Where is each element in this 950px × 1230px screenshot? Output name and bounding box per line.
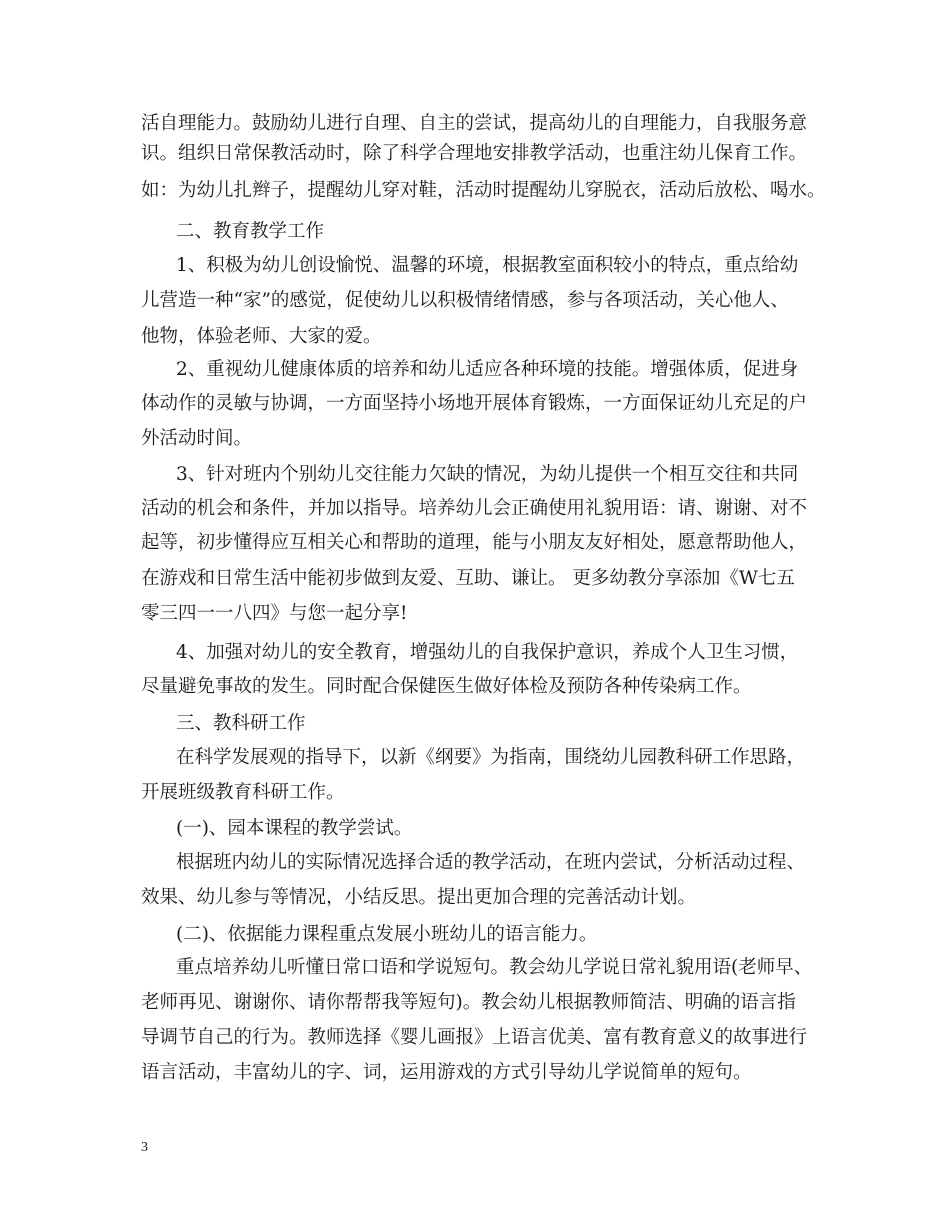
text-line: 尽量避免事故的发生。同时配合保健医生做好体检及预防各种传染病工作。 <box>141 676 752 697</box>
text-line: 3、针对班内个别幼儿交往能力欠缺的情况，为幼儿提供一个相互交往和共同 <box>176 464 799 485</box>
text-line: 二、教育教学工作 <box>176 221 325 242</box>
text-line: 开展班级教育科研工作。 <box>141 782 345 803</box>
text-line: 三、教科研工作 <box>176 713 306 734</box>
text-line: 4、加强对幼儿的安全教育，增强幼儿的自我保护意识，养成个人卫生习惯， <box>176 642 799 663</box>
text-line: 活自理能力。鼓励幼儿进行自理、自主的尝试，提高幼儿的自理能力，自我服务意 <box>141 113 808 134</box>
text-line: (二)、依据能力课程重点发展小班幼儿的语言能力。 <box>176 924 598 945</box>
text-line: 活动的机会和条件，并加以指导。培养幼儿会正确使用礼貌用语：请、谢谢、对不 <box>141 498 808 519</box>
text-line: 外活动时间。 <box>141 428 253 449</box>
text-line: 2、重视幼儿健康体质的培养和幼儿适应各种环境的技能。增强体质，促进身 <box>176 359 799 380</box>
text-line: 零三四一一八四》与您一起分享! <box>141 603 408 624</box>
page-number: 3 <box>141 1140 148 1155</box>
text-line: 语言活动，丰富幼儿的字、词，运用游戏的方式引导幼儿学说简单的短句。 <box>141 1062 752 1083</box>
text-line: (一)、园本课程的教学尝试。 <box>176 818 413 839</box>
text-line: 起等，初步懂得应互相关心和帮助的道理，能与小朋友友好相处，愿意帮助他人， <box>141 532 808 553</box>
text-line: 识。组织日常保教活动时，除了科学合理地安排教学活动，也重注幼儿保育工作。 <box>141 143 808 164</box>
text-line: 导调节自己的行为。教师选择《婴儿画报》上语言优美、富有教育意义的故事进行 <box>141 1027 808 1048</box>
text-line: 儿营造一种“家”的感觉，促使幼儿以积极情绪情感，参与各项活动，关心他人、 <box>141 290 789 311</box>
text-line: 在游戏和日常生活中能初步做到友爱、互助、谦让。 更多幼教分享添加《W七五 <box>141 568 795 589</box>
text-line: 如：为幼儿扎辫子，提醒幼儿穿对鞋，活动时提醒幼儿穿脱衣，活动后放松、喝水。 <box>141 180 826 201</box>
text-line: 重点培养幼儿听懂日常口语和学说短句。教会幼儿学说日常礼貌用语(老师早、 <box>176 957 813 978</box>
text-line: 1、积极为幼儿创设愉悦、温馨的环境，根据教室面积较小的特点，重点给幼 <box>176 255 799 276</box>
text-line: 效果、幼儿参与等情况，小结反思。提出更加合理的完善活动计划。 <box>141 887 697 908</box>
text-line: 他物，体验老师、大家的爱。 <box>141 326 382 347</box>
text-line: 老师再见、谢谢你、请你帮帮我等短句)。教会幼儿根据教师简洁、明确的语言指 <box>141 992 796 1013</box>
text-line: 体动作的灵敏与协调，一方面坚持小场地开展体育锻炼，一方面保证幼儿充足的户 <box>141 393 808 414</box>
text-line: 根据班内幼儿的实际情况选择合适的教学活动，在班内尝试，分析活动过程、 <box>176 852 806 873</box>
text-line: 在科学发展观的指导下，以新《纲要》为指南，围绕幼儿园教科研工作思路， <box>176 747 806 768</box>
